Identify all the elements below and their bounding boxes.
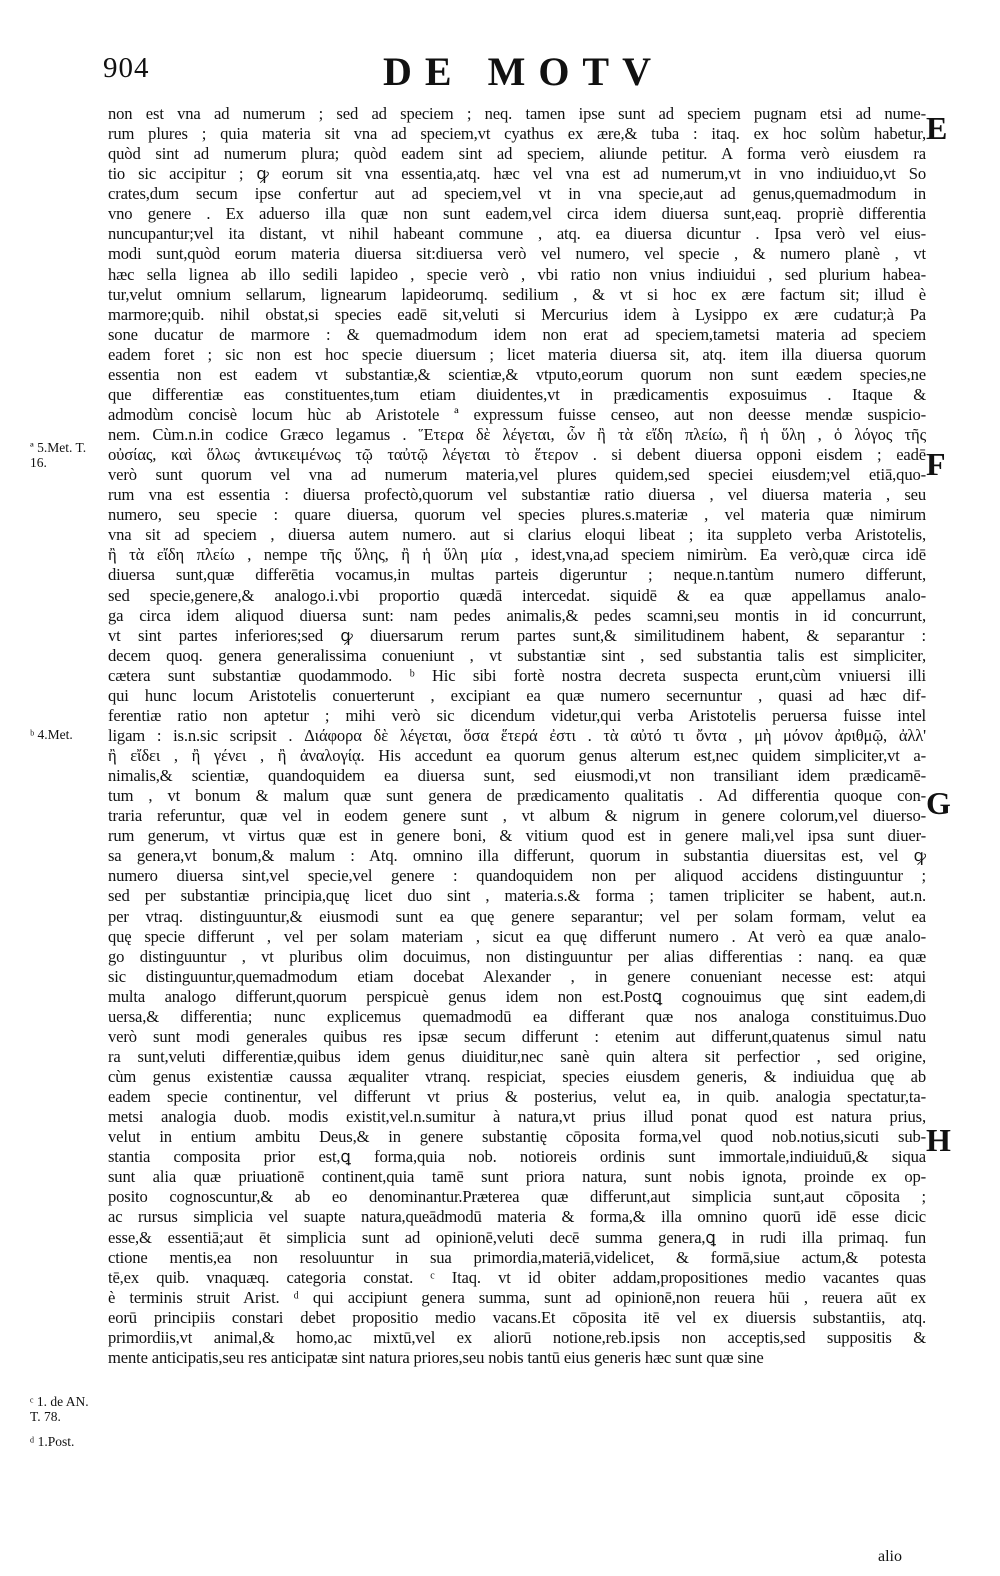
text-line: rum plures ; quia materia sit vna ad speciem,vt cyathus ex ære,& tuba : itaq. ex hoc solùm habetur, <box>108 124 926 144</box>
text-line: go distinguuntur , vt pluribus olim docuimus, non distinguuntur per alias differentias : nanq. ea quæ <box>108 946 926 966</box>
text-line: ἢ εἴδει , ἢ γένει , ἢ ἀναλογίᾳ. His accedunt ea quorum genus alterum est,nec quidem simpliciter,vt a- <box>108 746 926 765</box>
text-line: admodùm concisè locum hùc ab Aristotele ª expressum fuisse censeo, aut non deesse mendæ suspicio- <box>108 404 926 424</box>
text-line: eadem specie continentur, vel differunt vt prius & posterius, velut ea, in quib. analogia spectatur,ta- <box>108 1087 926 1107</box>
text-line: primordiis,vt animal,& homo,ac mixtū,vel ex aliorū notione,reb.ipsis non acceptis,sed suppositis & <box>108 1327 926 1347</box>
text-line: vna sit ad speciem , diuersa autem numero. aut si clarius eloqui libeat ; ita suppleto verba Aristotelis, <box>108 525 926 545</box>
margin-note: ᶜ 1. de AN. T. 78. <box>30 1394 89 1424</box>
text-line: velut in entium ambitu Deus,& in genere substantię cōposita forma,vel quod nob.notius,sicuti sub- <box>108 1127 926 1147</box>
text-line: traria referuntur, quæ vel in eodem genere sunt , vt album & nigrum in genere colorum,vel diuerso- <box>108 806 926 826</box>
text-line: hæc sella lignea ab illo sedili lapideo , specie verò , vbi ratio non vnius indiuidui , sed plurium habea- <box>108 264 926 284</box>
text-line: cùm genus existentiæ caussa æqualiter vtranq. respiciat, species eiusdem generis, & indiuidua quę ab <box>108 1067 926 1086</box>
text-line: nuncupantur;vel ita distant, vt nihil habeant commune , atq. ea diuersa dicuntur . Ipsa verò vel eius- <box>108 224 926 244</box>
catchword: alio <box>878 1548 902 1565</box>
text-line: ga circa idem aliquod diuersa sunt: nam pedes animalis,& pedes scamni,seu montis in id concurrunt, <box>108 605 926 625</box>
text-line: marmore;quib. nihil obstat,si species eadē sit,veluti si Mercurius idem à Lysippo ex ære cudatur;à Pa <box>108 304 926 324</box>
margin-note: ᵇ 4.Met. <box>30 727 73 742</box>
text-line: cætera sunt substantiæ quodammodo. ᵇ Hic sibi fortè nostra decreta suspecta erunt,cùm vniuersi illi <box>108 665 926 685</box>
section-letter-h: H <box>926 1122 951 1158</box>
text-line: numero diuersa sint,vel specie,vel genere : quandoquidem non per aliquod accidens distinguuntur ; <box>108 866 926 886</box>
text-line: quę specie differunt , vel per solam materiam , sicut ea quę differunt numero . At verò ea quæ analo- <box>108 926 926 946</box>
text-line: sone ducatur de marmore : & quemadmodum idem non erat ad speciem,tametsi materia ad speciem <box>108 324 926 344</box>
section-letter-e: E <box>926 110 948 146</box>
text-line: essentia non est eadem vt substantiæ,& scientiæ,& vtputo,eorum quorum non sunt eædem species,ne <box>108 364 926 384</box>
text-line: eadem foret ; sic non est hoc specie diuersum ; licet materia diuersa sit, atq. item illa diuersa quorum <box>108 344 926 364</box>
text-line: crates,dum secum ipse confertur aut ad speciem,vel vt in vna specie,aut ad genus,quemadmodum in <box>108 184 926 204</box>
text-line: οὐσίας, καὶ ὅλως ἀντικειμένως τῷ ταὐτῷ λέγεται τὸ ἕτερον . si debent diuersa opponi eisdem ; eadē <box>108 445 926 465</box>
text-line: sed specie,genere,& analogo.i.vbi proportio quædā intercedat. siquidē & ea quæ appellamus analo- <box>108 585 926 605</box>
text-line: que differentiæ eas constituentes,tum etiam diuidentes,vt in prædicamentis exposuimus . Itaque & <box>108 384 926 404</box>
text-line: ἢ τὰ εἴδη πλείω , nempe τῆς ὕλης, ἢ ἡ ὕλη μία , idest,vna,ad speciem nimirùm. Ea verò,quæ circa idē <box>108 545 926 565</box>
text-line: metsi analogia duob. modis existit,vel.n.sumitur à natura,vt prius illud ponat quod est natura prius, <box>108 1107 926 1127</box>
text-line: nem. Cùm.n.in codice Græco legamus . Ἕτερα δὲ λέγεται, ὧν ἢ τὰ εἴδη πλείω, ἢ ἡ ὕλη , ὁ λόγος τῆς <box>108 425 926 444</box>
text-line: verò sunt modi generales quibus res ipsæ secum differunt : etenim aut differunt,quatenus simul natu <box>108 1026 926 1046</box>
text-line: rum vna est essentia : diuersa profectò,quorum vel substantiæ ratio diuersa , vel diuersa materia , seu <box>108 485 926 505</box>
text-line: sic distinguuntur,quemadmodum etiam docebat Alexander , in genere conueniant necesse est: atqui <box>108 966 926 986</box>
margin-note: ᵈ 1.Post. <box>30 1434 75 1449</box>
text-line: è terminis struit Arist. ᵈ qui accipiunt genera summa, sunt ad opinionē,non reuera hūi , reuera aūt ex <box>108 1287 926 1307</box>
text-line: ra sunt,veluti differentiæ,quibus idem genus diuiditur,nec sanè quin altera sit perfectior , sed origine, <box>108 1046 926 1066</box>
text-line: per vtraq. distinguuntur,& eiusmodi sunt ea quę genere separantur; vel per solam formam, velut ea <box>108 906 926 926</box>
text-line: tio sic accipitur ; ꝙ eorum sit vna essentia,atq. hæc vel vna est ad numerum,vt in vno indiuiduo,vt So <box>108 164 926 184</box>
text-line: ligam : is.n.sic scripsit . Διάφορα δὲ λέγεται, ὅσα ἕτερά ἐστι . τὰ αὐτό τι ὄντα , μὴ μόνον ἀριθμῷ, ἀλλ' <box>108 725 926 745</box>
text-line: posito cognoscuntur,& ab eo denominantur.Præterea quæ differunt,aut simplicia sunt,aut cōposita ; <box>108 1187 926 1207</box>
body-text <box>108 104 926 1368</box>
page-number: 904 <box>103 52 150 84</box>
text-line: sed per substantiæ principia,quę licet duo sint , materia.s.& forma ; tamen tripliciter se habent, aut.n. <box>108 886 926 906</box>
section-letter-g: G <box>926 785 951 821</box>
text-line: esse,& essentiā;aut ēt simplicia sunt ad opinionē,veluti decē summa genera,ꝗ in rudi illa primaq. fun <box>108 1227 926 1247</box>
text-line: qui hunc locum Aristotelis conuerterunt , excipiant ea quæ numero secernuntur , quasi ad hæc dif- <box>108 685 926 705</box>
text-line: sa genera,vt bonum,& malum : Atq. omnino illa differunt, quorum in substantia diuersitas est, vel ꝙ <box>108 846 926 866</box>
text-line: sunt alia quæ priuationē continent,quia tamē sunt priora natura, sunt nobis ignota, proinde ex op- <box>108 1167 926 1187</box>
text-line: ac rursus simplicia vel suapte natura,queādmodū materia & forma,& illa omnino quorū idē esse dicic <box>108 1207 926 1227</box>
text-line: ferentiæ ratio non aptetur ; mihi verò sic dicendum videtur,qui verba Aristotelis peruersa fuisse intel <box>108 705 926 725</box>
text-line: diuersa sunt,quæ differētia vocamus,in multas parteis digeruntur ; neque.n.tantùm numero differunt, <box>108 565 926 585</box>
text-line: ctione mentis,ea non resoluuntur in sua primordia,materiā,videlicet, & formā,siue actum,& potesta <box>108 1247 926 1267</box>
margin-note: ª 5.Met. T. 16. <box>30 440 87 470</box>
text-line: multa analogo differunt,quorum perspicuè genus idem non est.Postꝗ cognouimus quę sint eadem,di <box>108 986 926 1006</box>
text-line: eorū principiis constari debet propositio medio vacans.Et cōposita itē vel ex diuersis substantiis, atq. <box>108 1307 926 1327</box>
text-line: vno genere . Ex aduerso illa quæ non sunt eadem,vel circa idem diuersa sunt,eaq. propriè differentia <box>108 204 926 224</box>
text-line: tē,ex quib. vnaquæq. categoria constat. ᶜ Itaq. vt id obiter addam,propositiones medio vacantes quas <box>108 1267 926 1287</box>
text-line: non est vna ad numerum ; sed ad speciem ; neq. tamen ipse sunt ad speciem pugnam etsi ad nume- <box>108 104 926 123</box>
text-line: quòd sint ad numerum plura; quòd eadem sint ad speciem, aliunde petitur. A forma verò eiusdem ra <box>108 144 926 164</box>
text-line: decem quoq. genera generalissima conueniunt , vt substantiæ sint , sed substantia talis est simpliciter, <box>108 645 926 665</box>
text-line: numero, seu specie : quare diuersa, quorum vel species plures.s.materiæ , vel materia quæ nimirum <box>108 505 926 525</box>
text-line: verò sunt quorum vel vna ad numerum materia,vel plures quidem,sed speciei eiusdem;vel etiā,quo- <box>108 465 926 485</box>
text-line: nimalis,& scientiæ, quandoquidem ea diuersa sunt, sed eiusmodi,vt non transiliant idem prædicamē- <box>108 766 926 786</box>
text-line: uersa,& differentia; nunc explicemus quemadmodū ea differant quæ nos analoga constituimus.Duo <box>108 1006 926 1026</box>
text-line: mente anticipatis,seu res anticipatæ sint natura priores,seu nobis tantū eius generis hæc sunt quæ sine <box>108 1347 764 1367</box>
section-letter-f: F <box>926 446 946 482</box>
text-line: vt sint partes inferiores;sed ꝙ diuersarum rerum partes sunt,& similitudinem habent, & separantur : <box>108 625 926 645</box>
running-head: DE MOTV <box>383 49 664 94</box>
text-line: tur,velut omnium sellarum, lignearum lapideorumq. sedilium , & vt si hoc ex ære factum sit; illud è <box>108 284 926 304</box>
text-line: modi sunt,quòd eorum materia diuersa sit:diuersa verò vel numero, vel specie , & numero planè , vt <box>108 244 926 264</box>
text-line: rum generum, vt virtus quæ est in genere boni, & vitium quod est in genere mali,vel ipsa sunt diuer- <box>108 826 926 846</box>
text-line: tum , vt bonum & malum quæ sunt genera de prædicamento qualitatis . Ad differentia quoque con- <box>108 786 926 806</box>
text-line: stantia composita prior est,ꝗ forma,quia nob. notioreis ordinis sunt immortale,indiuiduū,& siqua <box>108 1147 926 1167</box>
